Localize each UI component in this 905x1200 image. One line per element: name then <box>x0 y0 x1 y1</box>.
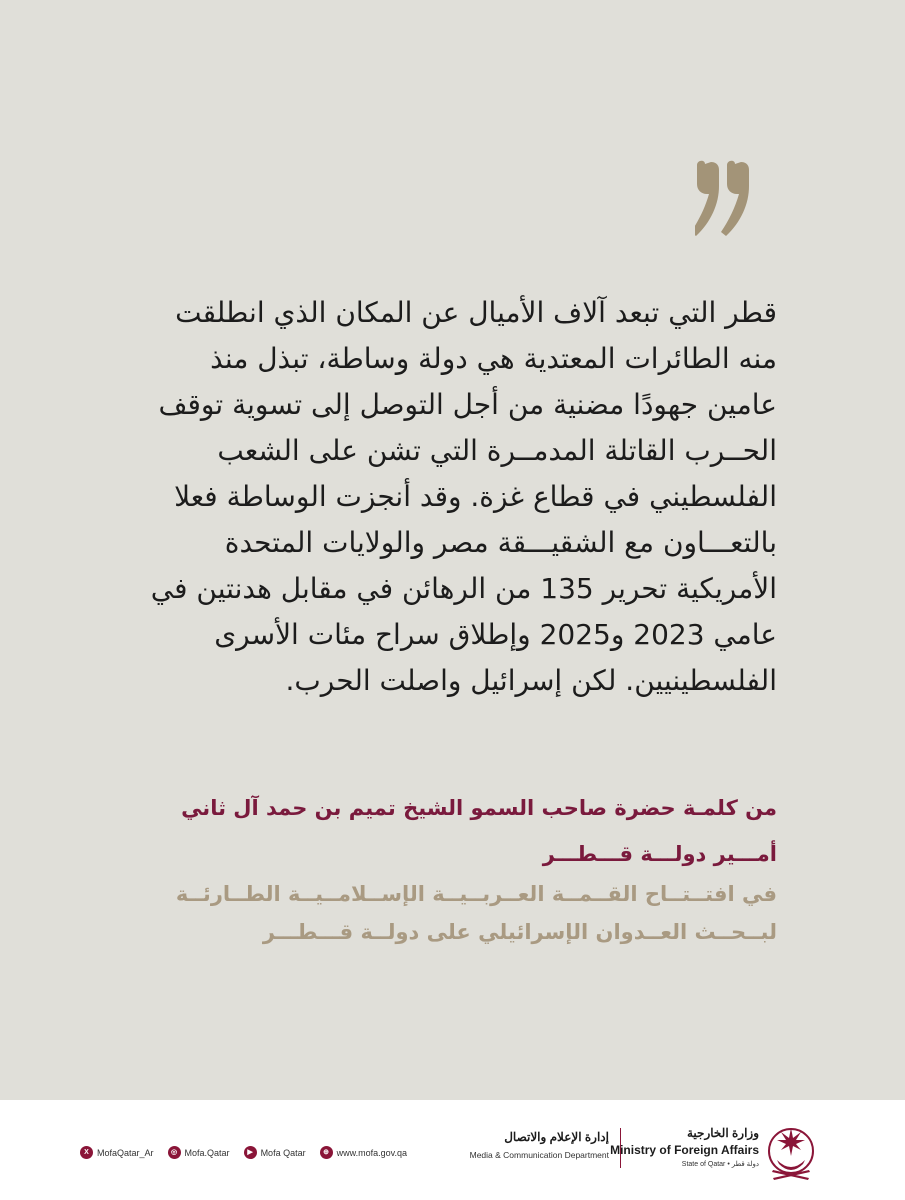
quote-line: عامي 2023 و2025 وإطلاق سراح مئات الأسرى <box>214 618 777 651</box>
social-handle: MofaQatar_Ar <box>97 1147 154 1158</box>
quote-line: الأمريكية تحرير 135 من الرهائن في مقابل هدنتين في <box>150 572 777 605</box>
quotation-mark-icon <box>695 158 777 238</box>
quote-line: قطر التي تبعد آلاف الأميال عن المكان الذي انطلقت <box>175 296 777 329</box>
department-logo <box>470 1130 609 1160</box>
speaker-attribution: من كلمـة حضرة صاحب السمو الشيخ تميم بن حمد آل ثاني <box>181 796 777 820</box>
quote-line: الحــرب القاتلة المدمــرة التي تشن على الشعب <box>217 434 777 467</box>
quote-line: عامين جهودًا مضنية من أجل التوصل إلى تسوية توقف <box>158 388 777 421</box>
qatar-emblem-icon <box>765 1118 817 1184</box>
department-name-ar: إدارة الإعلام والاتصال <box>504 1130 609 1144</box>
ministry-name-en: Ministry of Foreign Affairs <box>610 1143 759 1157</box>
website-url: www.mofa.gov.qa <box>336 1147 407 1158</box>
quote-line: الفلسطينيين. لكن إسرائيل واصلت الحرب. <box>285 664 777 697</box>
ministry-subtitle: State of Qatar • دولة قطر <box>681 1161 759 1168</box>
department-name-en: Media & Communication Department <box>469 1150 609 1160</box>
social-link-youtube[interactable] <box>244 1146 306 1159</box>
social-link-x[interactable] <box>80 1146 154 1159</box>
social-link-instagram[interactable] <box>168 1146 230 1159</box>
quote-text <box>117 290 777 704</box>
social-handle: Mofa.Qatar <box>184 1147 230 1158</box>
social-handle: Mofa Qatar <box>260 1147 306 1158</box>
youtube-icon: ▶ <box>244 1146 257 1159</box>
event-line-1: في افتــتــاح القــمــة العــربــيــة الإســلامــيــة الطــارئــة <box>175 882 777 906</box>
globe-icon: ⊕ <box>320 1146 333 1159</box>
quote-line: الفلسطيني في قطاع غزة. وقد أنجزت الوساطة فعلا <box>174 480 777 513</box>
ministry-name-ar: وزارة الخارجية <box>687 1126 759 1140</box>
ministry-logo <box>610 1126 759 1168</box>
event-line-2: لبــحــث العــدوان الإسرائيلي على دولــة قـــطـــر <box>262 920 777 944</box>
speaker-title: أمـــير دولـــة قـــطـــر <box>542 842 777 866</box>
quote-line: منه الطائرات المعتدية هي دولة وساطة، تبذل منذ <box>210 342 777 375</box>
footer <box>0 1100 905 1200</box>
social-link-website[interactable] <box>320 1146 407 1159</box>
social-links <box>80 1146 407 1159</box>
x-icon: X <box>80 1146 93 1159</box>
quote-line: بالتعـــاون مع الشقيـــقة مصر والولايات المتحدة <box>224 526 777 559</box>
instagram-icon: ◎ <box>168 1146 181 1159</box>
